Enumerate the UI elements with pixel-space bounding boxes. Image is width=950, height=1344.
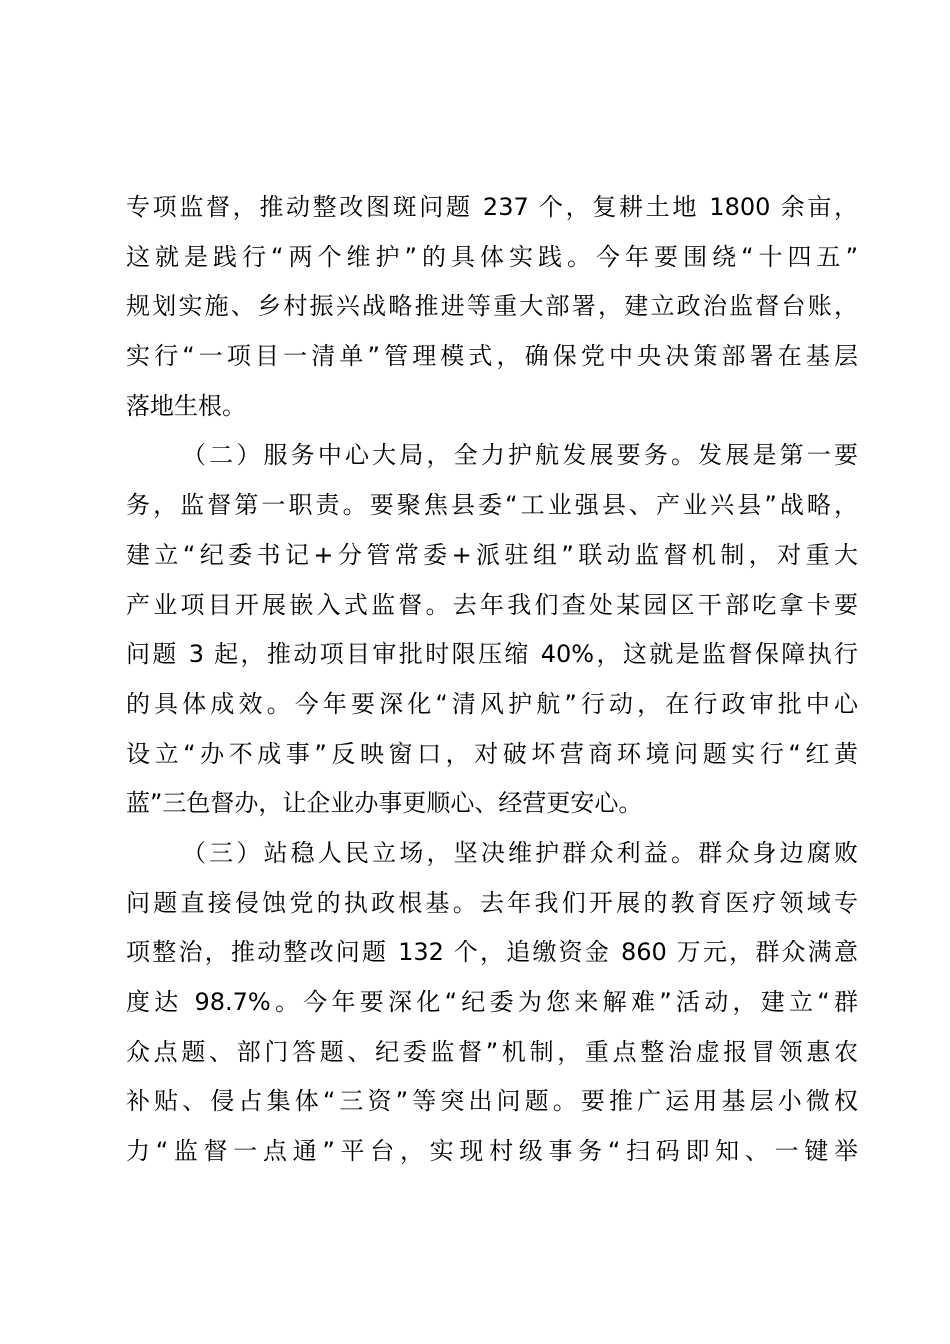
text-line-16: 项整治，推动整改问题 132 个，追缴资金 860 万元，群众满意 (126, 938, 858, 967)
text-line-12: 设立“办不成事”反映窗口，对破坏营商环境问题实行“红黄 (126, 739, 858, 768)
text-line-5: 落地生根。 (126, 391, 246, 420)
text-line-15: 问题直接侵蚀党的执政根基。去年我们开展的教育医疗领域专 (126, 888, 858, 917)
text-line-17: 度达 98.7%。今年要深化“纪委为您来解难”活动，建立“群 (126, 988, 858, 1016)
text-line-10: 问题 3 起，推动项目审批时限压缩 40%，这就是监督保障执行 (126, 640, 858, 669)
section-heading-2: （二）服务中心大局，全力护航发展要务。发展是第一要 (182, 441, 858, 470)
text-line-18: 众点题、部门答题、纪委监督”机制，重点整治虚报冒领惠农 (126, 1037, 858, 1066)
text-line-19: 补贴、侵占集体“三资”等突出问题。要推广运用基层小微权 (126, 1087, 858, 1116)
document-body (126, 183, 858, 1177)
text-line-4: 实行“一项目一清单”管理模式，确保党中央决策部署在基层 (126, 342, 858, 371)
text-line-9: 产业项目开展嵌入式监督。去年我们查处某园区干部吃拿卡要 (126, 590, 858, 619)
text-line-7: 务，监督第一职责。要聚焦县委“工业强县、产业兴县”战略， (126, 491, 858, 520)
section-heading-3: （三）站稳人民立场，坚决维护群众利益。群众身边腐败 (182, 838, 858, 867)
text-line-13: 蓝”三色督办，让企业办事更顺心、经营更安心。 (126, 789, 643, 818)
text-line-8: 建立“纪委书记+分管常委+派驻组”联动监督机制，对重大 (126, 540, 858, 569)
text-line-20: 力“监督一点通”平台，实现村级事务“扫码即知、一键举 (126, 1137, 858, 1166)
text-line-1: 专项监督，推动整改图斑问题 237 个，复耕土地 1800 余亩， (126, 193, 858, 221)
text-line-11: 的具体成效。今年要深化“清风护航”行动，在行政审批中心 (126, 689, 858, 718)
text-line-3: 规划实施、乡村振兴战略推进等重大部署，建立政治监督台账， (126, 292, 858, 321)
text-line-2: 这就是践行“两个维护”的具体实践。今年要围绕“十四五” (126, 242, 858, 271)
